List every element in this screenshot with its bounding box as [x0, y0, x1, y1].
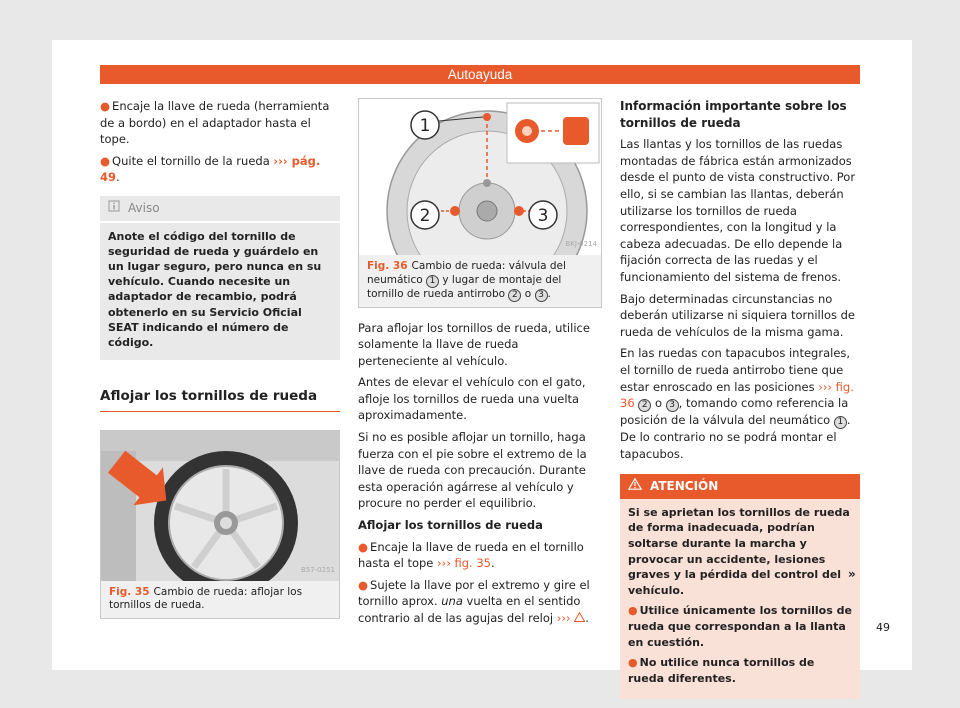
section-title: Información importante sobre los tornillos de rueda [620, 99, 847, 130]
aviso-text: Anote el código del tornillo de seguridad de rueda y guárdelo en un lugar seguro, pero nunca en su vehículo. Cuando necesite un adaptador de recambio, podrá obtenerlo en su Servicio Oficial SEAT indicando el número de código. [108, 229, 322, 349]
list-item: ● Quite el tornillo de la rueda ››› pág. 49. [100, 153, 321, 185]
atencion-text: Si se aprietan los tornillos de rueda de forma inadecuada, podrían soltarse durante la marcha y provocar un accidente, lesiones graves y la pérdida del control del vehículo. [628, 505, 850, 597]
list-item: ● No utilice nunca tornillos de rueda diferentes. [628, 656, 815, 685]
list-item: ● Utilice únicamente los tornillos de rueda que correspondan a la llanta en cuestión. [628, 604, 852, 649]
atencion-title: ATENCIÓN [650, 479, 719, 494]
list-item: ● Sujete la llave por el extremo y gire el tornillo aprox. una vuelta en el sentido contrario al de las agujas del reloj ››› . [358, 577, 590, 625]
column-left [100, 98, 340, 619]
figure-code: BKJ-0214 [565, 240, 597, 249]
callout-3: 3 [537, 206, 549, 226]
subheading: Aflojar los tornillos de rueda [358, 518, 543, 533]
paragraph: En las ruedas con tapacubos integrales, el tornillo de rueda antirrobo tiene que estar enroscado en las posiciones ››› fig. 36 2 o 3 , tomando como referencia la posición de la válvula del neumático 1 . De lo contrario no se podrá montar el tapacubos. [620, 346, 854, 461]
section-title: Aflojar los tornillos de rueda [100, 388, 340, 412]
page-number: 49 [876, 621, 890, 634]
figure-35 [100, 430, 340, 619]
continue-marker: » [848, 567, 856, 581]
wheel-photo [101, 431, 339, 581]
figure-caption: Fig. 36 Cambio de rueda: válvula del neumático 1 y lugar de montaje del tornillo de rueda antirrobo 2 o 3 . [367, 260, 566, 300]
figure-code: B57-0251 [300, 566, 335, 575]
page-link[interactable]: ››› pág. 49 [100, 153, 321, 185]
figure-36 [358, 98, 602, 308]
info-icon [108, 200, 120, 217]
callout-1: 1 [419, 116, 431, 136]
wheel-diagram [359, 99, 601, 255]
paragraph: Antes de elevar el vehículo con el gato, afloje los tornillos de rueda una vuelta aproximadamente. [358, 375, 586, 423]
warning-icon [574, 611, 585, 625]
paragraph: Las llantas y los tornillos de las ruedas montadas de fábrica están armonizados desde el punto de vista constructivo. Por ello, si se cambian las llantas, deberán utilizarse los tornillos de rueda correspondientes, con la longitud y la cabeza adecuadas. De ello depende la fijación correcta de las ruedas y el funcionamiento del sistema de frenos. [620, 137, 856, 284]
paragraph: Para aflojar los tornillos de rueda, utilice solamente la llave de rueda perteneciente al vehículo. [358, 320, 590, 368]
warning-icon [628, 478, 642, 495]
figure-link[interactable]: ››› fig. 36 [620, 379, 854, 411]
list-item: ● Encaje la llave de rueda en el tornillo hasta el tope ››› fig. 35. [358, 539, 584, 571]
list-item: ● Encaje la llave de rueda (herramienta de a bordo) en el adaptador hasta el tope. [100, 99, 330, 147]
figure-caption: Fig. 35 Cambio de rueda: aflojar los tornillos de rueda. [109, 585, 303, 612]
column-right [620, 98, 860, 699]
warning-link[interactable]: ››› [556, 611, 571, 625]
aviso-box [100, 196, 340, 360]
page-header: Autoayuda [100, 65, 860, 84]
column-middle [358, 98, 602, 632]
paragraph: Si no es posible aflojar un tornillo, haga fuerza con el pie sobre el extremo de la llave de rueda con precaución. Durante esta operación agárrese al vehículo y procure no perder el equilibrio. [358, 430, 587, 511]
figure-link[interactable]: ››› fig. 35 [437, 556, 491, 571]
aviso-title: Aviso [128, 200, 160, 215]
paragraph: Bajo determinadas circunstancias no deberán utilizarse ni siquiera tornillos de rueda de vehículos de la misma gama. [620, 291, 856, 339]
atencion-box [620, 474, 860, 699]
callout-2: 2 [419, 206, 431, 226]
